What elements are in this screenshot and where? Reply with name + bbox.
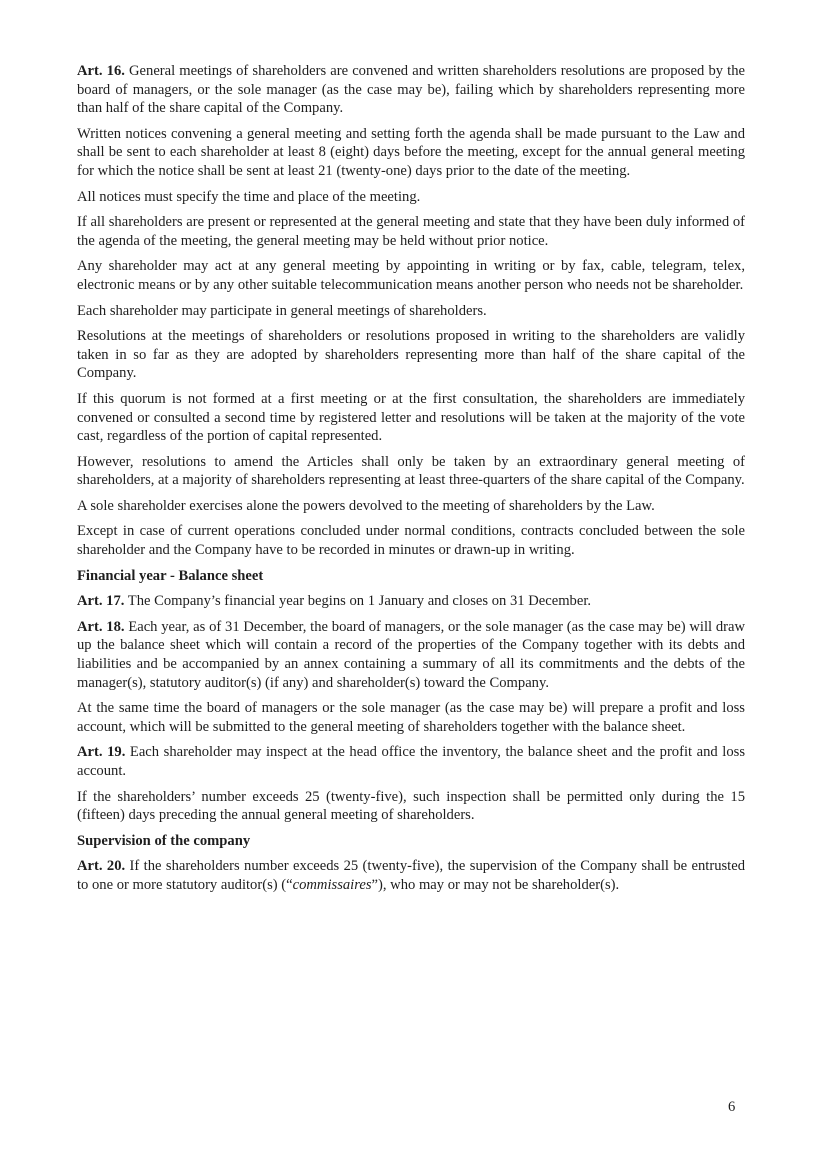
section-heading-supervision: Supervision of the company (77, 832, 251, 849)
paragraph-art-20 (77, 857, 745, 894)
paragraph-text: Except in case of current operations concluded under normal conditions, contracts concluded between the sole shareholder and the Company have to be recorded in minutes or drawn-up in writing. (77, 523, 745, 559)
paragraph-sole-shareholder (77, 497, 745, 516)
article-label: Art. 20. (77, 858, 126, 875)
paragraph-art-16 (77, 62, 745, 118)
paragraph-inspection (77, 788, 745, 825)
paragraph-resolutions (77, 327, 745, 383)
paragraph-text: Each shareholder may participate in general meetings of shareholders. (77, 302, 487, 319)
article-label: Art. 16. (77, 63, 125, 79)
paragraph-amend-articles (77, 453, 745, 490)
paragraph-text: Any shareholder may act at any general meeting by appointing in writing or by fax, cable, telegram, telex, electronic means or by any other suitable telecommunication means another person who needs not be shareholder. (77, 258, 745, 293)
paragraph-text: All notices must specify the time and place of the meeting. (77, 188, 421, 205)
paragraph-quorum (77, 390, 745, 446)
paragraph-text: Each year, as of 31 December, the board of managers, or the sole manager (as the case may be) will draw up the balance sheet which will contain a record of the properties of the Company together with its debts and liabilities and be accompanied by an annex containing a summary of all its commitments and the debts of the manager(s), statutory auditor(s) (if any) and shareholder(s) toward the Company. (77, 618, 745, 691)
paragraph-contracts (77, 522, 745, 559)
paragraph-art-19 (77, 743, 745, 780)
paragraph-text: If the shareholders’ number exceeds 25 (twenty-five), such inspection shall be permitted only during the 15 (fifteen) days preceding the annual general meeting of shareholders. (77, 788, 745, 824)
article-label: Art. 17. (77, 593, 125, 610)
document-body (77, 62, 745, 902)
paragraph-art-17 (77, 592, 745, 611)
paragraph-text: Resolutions at the meetings of shareholders or resolutions proposed in writing to the shareholders are validly taken in so far as they are adopted by shareholders representing more than half of the share capital of the Company. (77, 328, 745, 382)
paragraph-text: If the shareholders number exceeds 25 (twenty-five), the supervision of the Company shall be entrusted to one or more statutory auditor(s) (“ (77, 858, 745, 893)
paragraph-italic-term: commissaires (292, 876, 372, 893)
article-label: Art. 19. (77, 744, 126, 761)
paragraph-text: Each shareholder may inspect at the head office the inventory, the balance sheet and the profit and loss account. (77, 744, 745, 779)
paragraph-text: However, resolutions to amend the Articles shall only be taken by an extraordinary general meeting of shareholders, at a majority of shareholders representing at least three-quarters of the share capital of the Company. (77, 453, 745, 489)
paragraph-art-18 (77, 618, 745, 692)
paragraph-proxy (77, 257, 745, 294)
paragraph-text: At the same time the board of managers or the sole manager (as the case may be) will prepare a profit and loss account, which will be submitted to the general meeting of shareholders together with the balance sheet. (77, 700, 745, 735)
paragraph-profit-loss (77, 699, 745, 736)
paragraph-text-continued: ”), who may or may not be shareholder(s). (371, 876, 620, 893)
paragraph-no-prior-notice (77, 213, 745, 250)
paragraph-text: If all shareholders are present or represented at the general meeting and state that they have been duly informed of the agenda of the meeting, the general meeting may be held without prior notice. (77, 214, 745, 249)
paragraph-notice-content (77, 188, 745, 207)
paragraph-text: If this quorum is not formed at a first meeting or at the first consultation, the shareholders are immediately convened or consulted a second time by registered letter and resolutions will be taken at the majority of the vote cast, regardless of the portion of capital represented. (77, 390, 745, 445)
page-number: 6 (728, 1099, 736, 1115)
paragraph-text: Written notices convening a general meeting and setting forth the agenda shall be made pursuant to the Law and shall be sent to each shareholder at least 8 (eight) days before the meeting, except for the annual general meeting for which the notice shall be sent at least 21 (twenty-one) days prior to the date of the meeting. (77, 125, 745, 179)
section-heading-financial-year: Financial year - Balance sheet (77, 567, 264, 584)
paragraph-text: A sole shareholder exercises alone the powers devolved to the meeting of shareholders by the Law. (77, 497, 655, 514)
paragraph-notices (77, 125, 745, 181)
paragraph-text: The Company’s financial year begins on 1 January and closes on 31 December. (124, 593, 592, 610)
paragraph-text: General meetings of shareholders are convened and written shareholders resolutions are proposed by the board of managers, or the sole manager (as the case may be), failing which by shareholders representing more than half of the share capital of the Company. (77, 63, 745, 117)
paragraph-participation (77, 302, 745, 321)
article-label: Art. 18. (77, 618, 125, 635)
